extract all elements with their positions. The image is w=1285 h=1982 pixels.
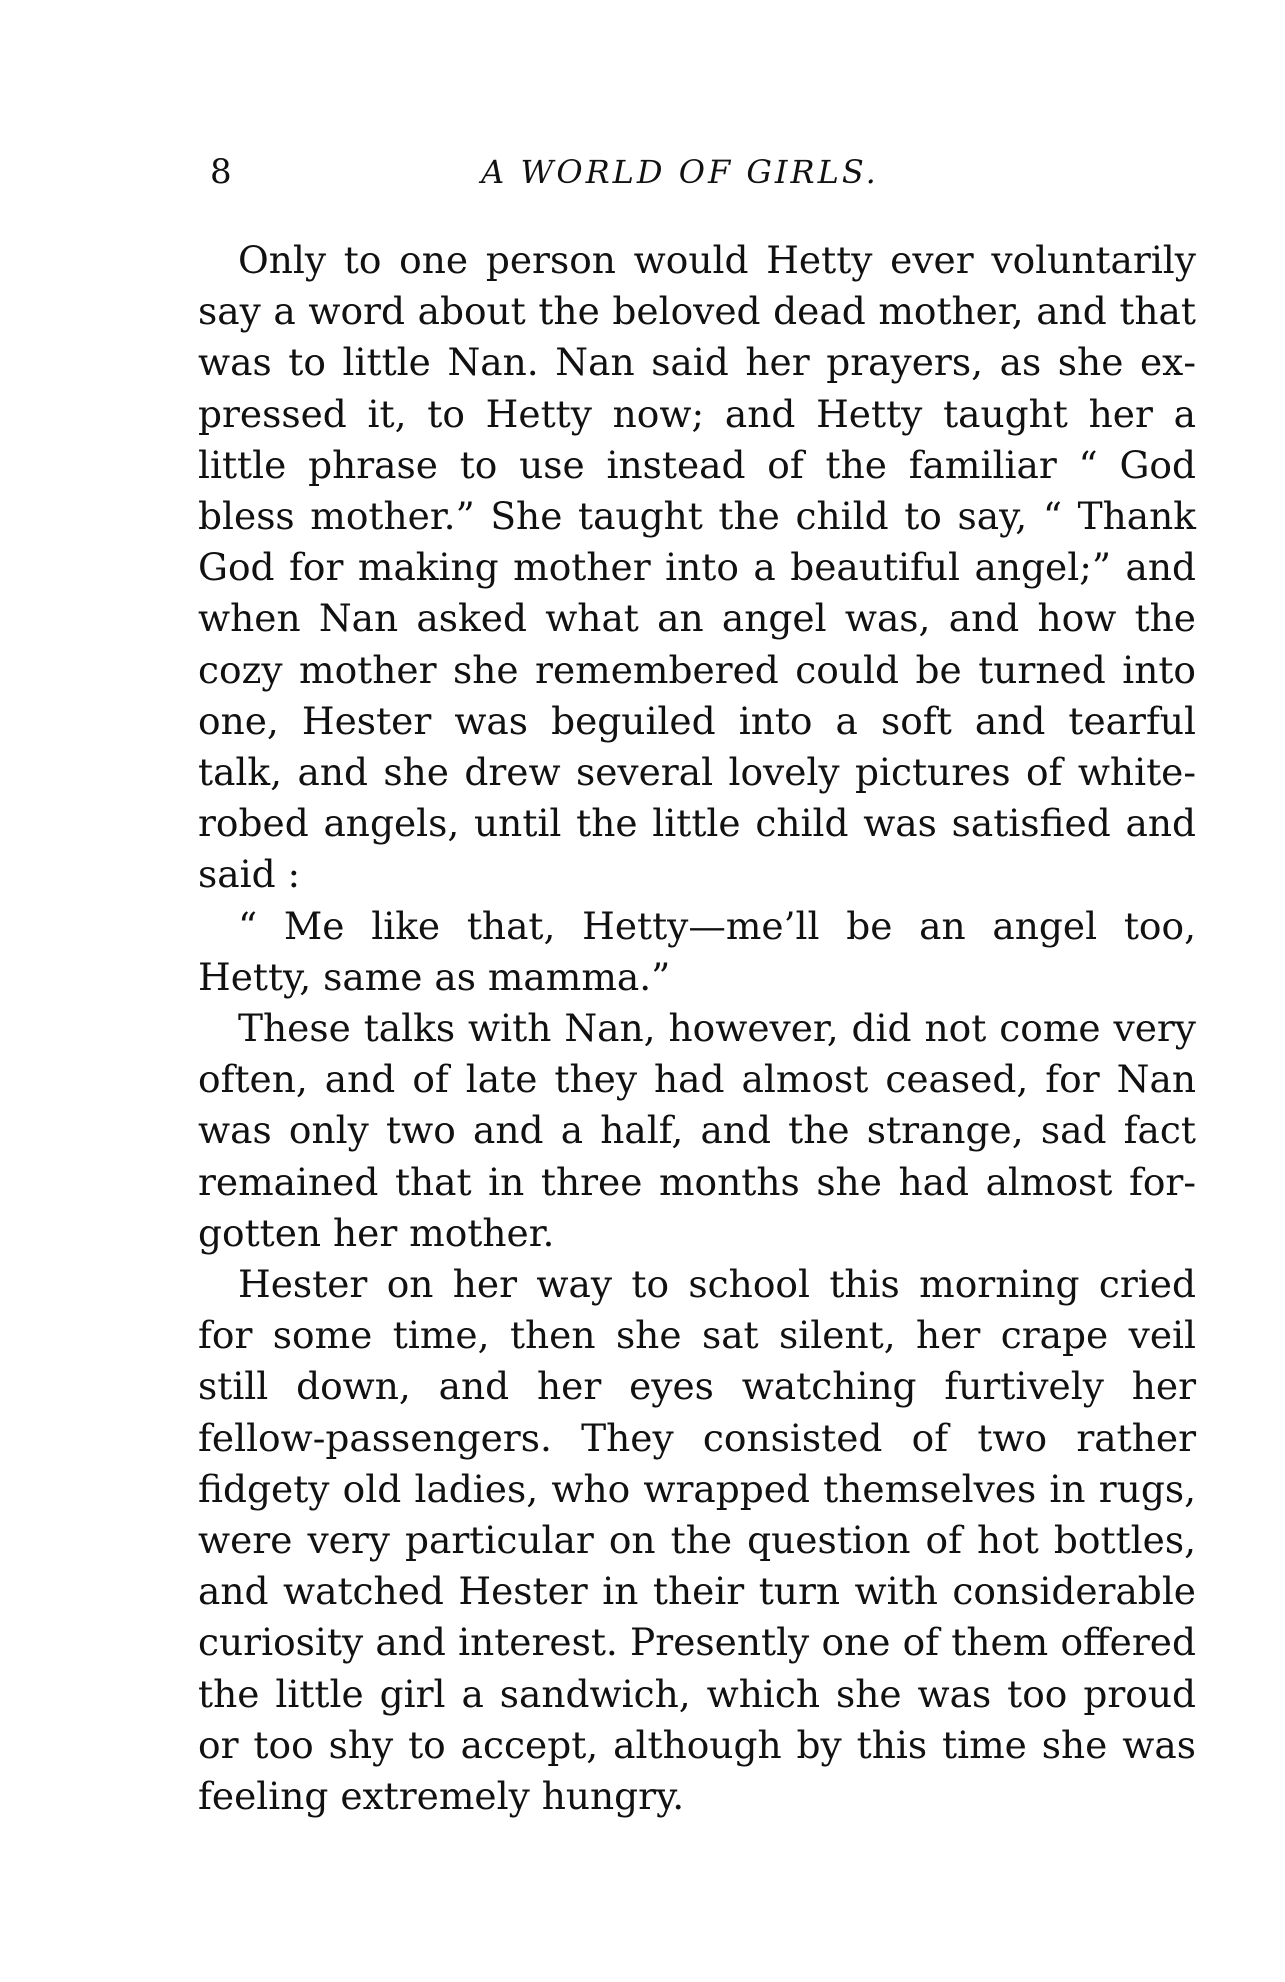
page-header [210,150,1150,200]
paragraph: Hester on her way to school this morning cried for some time, then she sat silent, her crape veil still down, and her eyes watching furtively her fellow-passengers. They consisted of two rather fidgety old ladies, who wrapped themselves in rugs, were very particular on the question of hot bottles, and watched Hester in their turn with considerable curiosity and interest. Presently one of them offered the little girl a sandwich, which she was too proud or too shy to accept, although by this time she was feeling extremely hungry. [198,1262,1196,1819]
paragraph: These talks with Nan, however, did not come very often, and of late they had almost ceased, for Nan was only two and a half, and the strange, sad fact remained that in three months she had almost forgotten her mother. [198,1006,1196,1255]
paragraph: “ Me like that, Hetty—me’ll be an angel too, Hetty, same as mamma.” [198,903,1196,999]
body-text [198,235,1196,1822]
running-title: A WORLD OF GIRLS. [481,153,879,191]
page-number: 8 [210,152,232,192]
paragraph: Only to one person would Hetty ever voluntarily say a word about the beloved dead mother, and that was to little Nan. Nan said her prayers, as she expressed it, to Hetty now; and Hetty taught her a little phrase to use instead of the familiar “ God bless mother.” She taught the child to say, “ Thank God for making mother into a beautiful angel;” and when Nan asked what an angel was, and how the cozy mother she remembered could be turned into one, Hester was beguiled into a soft and tearful talk, and she drew several lovely pictures of white-robed angels, until the little child was satisfied and said : [198,238,1196,897]
